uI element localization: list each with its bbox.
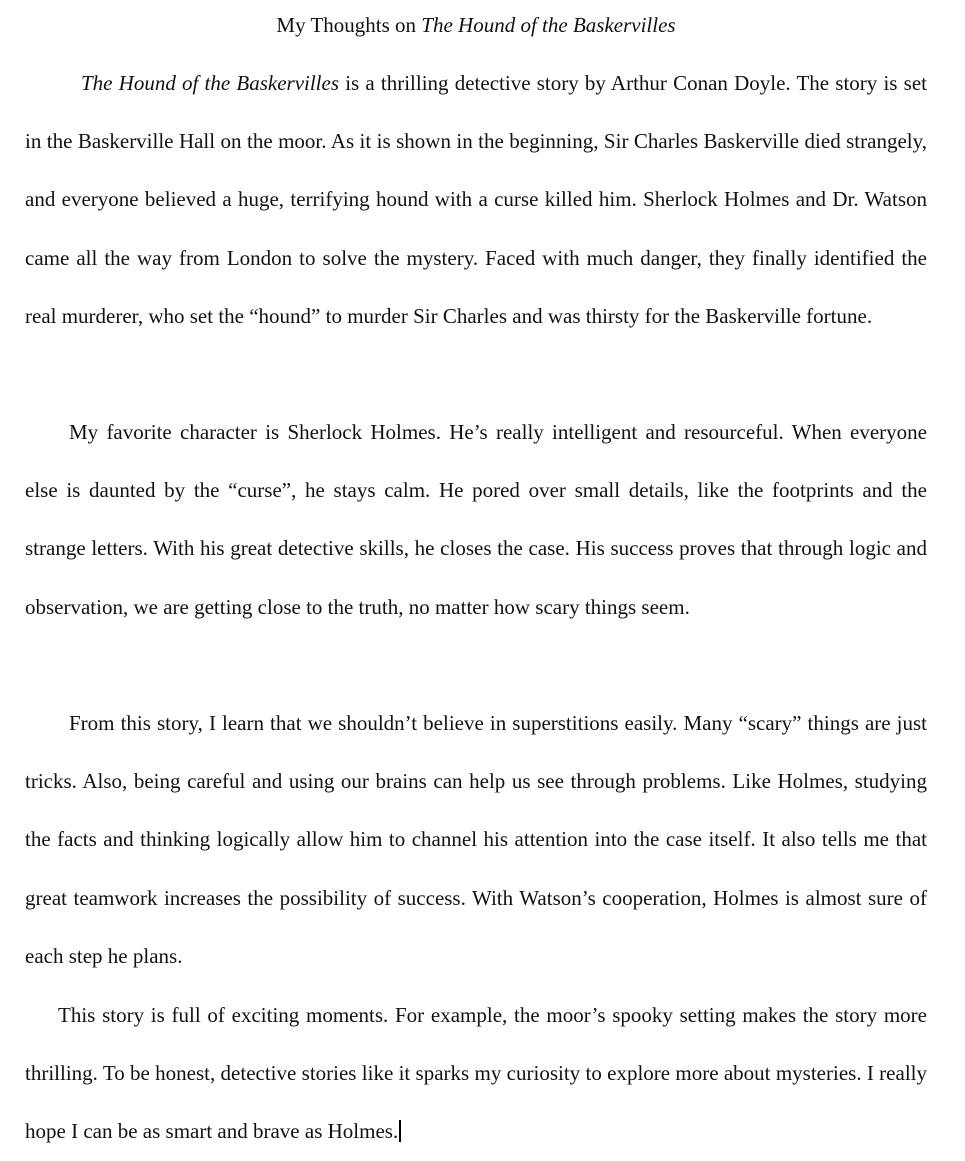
document-title	[25, 11, 927, 39]
document-page[interactable]	[25, 0, 927, 1160]
paragraph-text: is a thrilling detective story by Arthur Conan Doyle. The story is set in the Baskerville Hall on the moor. As it is shown in the beginning, Sir Charles Baskerville died strangely, and everyone believed a huge, terrifying hound with a curse killed him. Sherlock Holmes and Dr. Watson came all the way from London to solve the mystery. Faced with much danger, they finally identified the real murderer, who set the “hound” to murder Sir Charles and was thirsty for the Baskerville fortune.	[25, 71, 927, 328]
text-cursor	[399, 1120, 401, 1142]
paragraph-book-title: The Hound of the Baskervilles	[81, 71, 340, 95]
paragraph-conclusion[interactable]	[25, 986, 927, 1161]
title-prefix: My Thoughts on	[276, 13, 422, 37]
paragraph-lessons[interactable]	[25, 694, 927, 985]
title-book-name: The Hound of the Baskervilles	[421, 13, 676, 37]
paragraph-text: This story is full of exciting moments. For example, the moor’s spooky setting makes the story more thrilling. To be honest, detective stories like it sparks my curiosity to explore more about mysteries. I really hope I can be as smart and brave as Holmes.	[25, 1003, 927, 1144]
paragraph-favorite-character[interactable]	[25, 403, 927, 636]
paragraph-summary[interactable]	[25, 54, 927, 345]
paragraph-text: From this story, I learn that we shouldn’t believe in superstitions easily. Many “scary” things are just tricks. Also, being careful and using our brains can help us see through problems. Like Holmes, studying the facts and thinking logically allow him to channel his attention into the case itself. It also tells me that great teamwork increases the possibility of success. With Watson’s cooperation, Holmes is almost sure of each step he plans.	[25, 711, 927, 968]
paragraph-text: My favorite character is Sherlock Holmes. He’s really intelligent and resourceful. When everyone else is daunted by the “curse”, he stays calm. He pored over small details, like the footprints and the strange letters. With his great detective skills, he closes the case. His success proves that through logic and observation, we are getting close to the truth, no matter how scary things seem.	[25, 420, 927, 619]
